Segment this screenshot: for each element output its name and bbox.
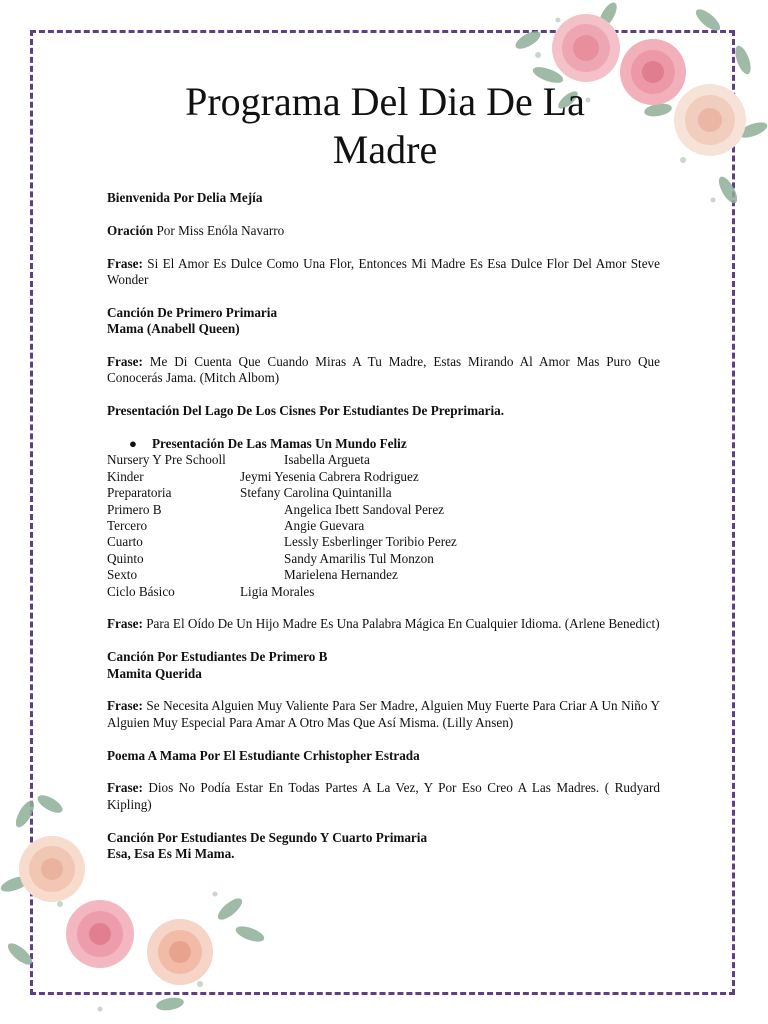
program-item-song-3: Canción Por Estudiantes De Segundo Y Cuarto Primaria Esa, Esa Es Mi Mama. <box>107 829 428 862</box>
program-item-song-2: Canción Por Estudiantes De Primero B Mamita Querida <box>107 649 328 681</box>
program-item-quote-3: Frase: Para El Oído De Un Hijo Madre Es Una Palabra Mágica En Cualquier Idioma. (Arlene Benedict) <box>107 616 660 632</box>
roster-mother-name: Angelica Ibett Sandoval Perez <box>284 501 445 517</box>
roster-grade: Nursery Y Pre Schooll <box>107 452 226 468</box>
roster-row <box>107 469 457 485</box>
mothers-roster <box>107 452 457 600</box>
program-item-quote-5: Frase: Dios No Podía Estar En Todas Partes A La Vez, Y Por Eso Creo A Las Madres. ( Rudyard Kipling) <box>107 780 660 812</box>
page-title <box>120 78 650 174</box>
program-item-poem: Poema A Mama Por El Estudiante Crhistopher Estrada <box>107 747 420 763</box>
roster-row <box>107 584 457 600</box>
roster-mother-name: Stefany Carolina Quintanilla <box>240 485 392 501</box>
roster-grade: Primero B <box>107 501 162 517</box>
roster-mother-name: Jeymi Yesenia Cabrera Rodriguez <box>240 468 419 484</box>
program-item-quote-4: Frase: Se Necesita Alguien Muy Valiente Para Ser Madre, Alguien Muy Fuerte Para Criar A Un Niño Y Alguien Muy Especial Para Amar A Otro Mas Que Así Misma. (Lilly Ansen) <box>107 698 660 730</box>
roster-grade: Ciclo Básico <box>107 583 175 599</box>
roster-mother-name: Angie Guevara <box>284 518 365 534</box>
roster-row <box>107 452 457 468</box>
roster-mother-name: Marielena Hernandez <box>284 567 398 583</box>
program-item-quote-2: Frase: Me Di Cuenta Que Cuando Miras A Tu Madre, Estas Mirando Al Amor Mas Puro Que Conocerás Jama. (Mitch Albom) <box>107 354 660 386</box>
program-item-quote-1: Frase: Si El Amor Es Dulce Como Una Flor, Entonces Mi Madre Es Esa Dulce Flor Del Amor Steve Wonder <box>107 255 660 287</box>
roster-mother-name: Sandy Amarilis Tul Monzon <box>284 550 434 566</box>
roster-row <box>107 551 457 567</box>
roster-row <box>107 518 457 534</box>
roster-row <box>107 485 457 501</box>
bullet-icon: ● <box>129 436 137 451</box>
bullet-item <box>107 436 660 452</box>
program-item-song-1: Canción De Primero Primaria Mama (Anabell Queen) <box>107 304 278 337</box>
roster-mother-name: Isabella Argueta <box>284 452 370 468</box>
roster-row <box>107 502 457 518</box>
roster-grade: Kinder <box>107 468 144 484</box>
roster-grade: Cuarto <box>107 534 143 550</box>
roster-row <box>107 534 457 550</box>
title-line-2: Madre <box>332 127 438 172</box>
bullet-label: Presentación De Las Mamas Un Mundo Feliz <box>152 436 407 451</box>
title-line-1: Programa Del Dia De La <box>185 79 585 124</box>
roster-grade: Quinto <box>107 550 144 566</box>
roster-grade: Tercero <box>107 518 148 534</box>
roster-mother-name: Ligia Morales <box>240 583 315 599</box>
program-content <box>107 190 660 862</box>
roster-grade: Preparatoria <box>107 485 172 501</box>
roster-row <box>107 567 457 583</box>
roster-grade: Sexto <box>107 567 138 583</box>
roster-mother-name: Lessly Esberlinger Toribio Perez <box>284 534 457 550</box>
program-item-prayer: Oración Por Miss Enóla Navarro <box>107 222 285 238</box>
program-item-welcome: Bienvenida Por Delia Mejía <box>107 190 263 205</box>
program-item-swan-lake: Presentación Del Lago De Los Cisnes Por Estudiantes De Preprimaria. <box>107 403 505 419</box>
